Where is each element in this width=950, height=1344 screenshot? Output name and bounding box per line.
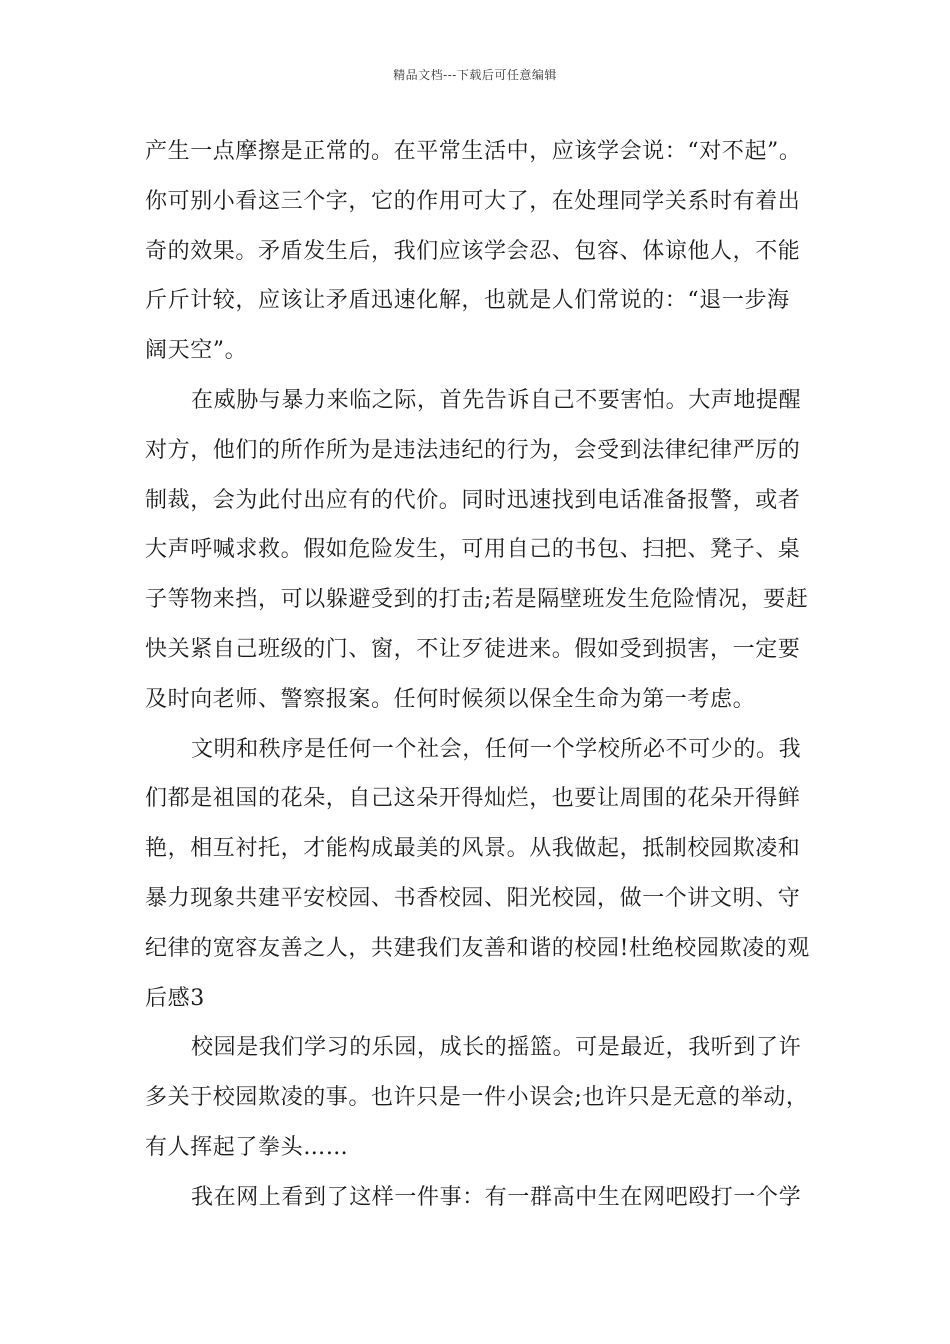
- text-line: 及时向老师、警察报案。任何时候须以保全生命为第一考虑。: [145, 686, 756, 712]
- text-line: 在威胁与暴力来临之际，首先告诉自己不要害怕。大声地提醒: [191, 387, 802, 413]
- text-line: 校园是我们学习的乐园，成长的摇篮。可是最近，我听到了许: [191, 1035, 802, 1061]
- text-line: 产生一点摩擦是正常的。在平常生活中，应该学会说：“对不起”。: [145, 139, 802, 164]
- text-line: 制裁，会为此付出应有的代价。同时迅速找到电话准备报警，或者: [145, 487, 801, 513]
- text-line: 们都是祖国的花朵，自己这朵开得灿烂，也要让周围的花朵开得鲜: [145, 786, 801, 812]
- text-line: 艳，相互衬托，才能构成最美的风景。从我做起，抵制校园欺凌和: [145, 836, 801, 862]
- text-line: 文明和秩序是任何一个社会，任何一个学校所必不可少的。我: [191, 736, 802, 762]
- document-body: [145, 127, 810, 1223]
- page-header: 精品文档---下载后可任意编辑: [393, 68, 557, 82]
- text-line: 你可别小看这三个字，它的作用可大了，在处理同学关系时有着出: [145, 188, 801, 214]
- text-line: 子等物来挡，可以躲避受到的打击;若是隔壁班发生危险情况，要赶: [145, 587, 809, 613]
- text-line: 多关于校园欺凌的事。也许只是一件小误会;也许只是无意的举动，: [145, 1085, 809, 1111]
- text-line: 阔天空”。: [145, 338, 248, 364]
- text-line: 对方，他们的所作所为是违法违纪的行为，会受到法律纪律严厉的: [145, 437, 801, 463]
- text-line: 纪律的宽容友善之人，共建我们友善和谐的校园!杜绝校园欺凌的观: [145, 935, 810, 961]
- text-line: 我在网上看到了这样一件事：有一群高中生在网吧殴打一个学: [191, 1184, 802, 1210]
- text-line: 大声呼喊求救。假如危险发生，可用自己的书包、扫把、凳子、桌: [145, 537, 801, 563]
- text-line: 有人挥起了拳头……: [145, 1134, 349, 1160]
- text-line: 快关紧自己班级的门、窗，不让歹徒进来。假如受到损害，一定要: [145, 636, 801, 662]
- text-line: 斤斤计较，应该让矛盾迅速化解，也就是人们常说的：“退一步海: [145, 288, 790, 314]
- text-line: 后感3: [145, 985, 205, 1011]
- text-line: 奇的效果。矛盾发生后，我们应该学会忍、包容、体谅他人，不能: [145, 238, 801, 264]
- text-line: 暴力现象共建平安校园、书香校园、阳光校园，做一个讲文明、守: [145, 885, 801, 911]
